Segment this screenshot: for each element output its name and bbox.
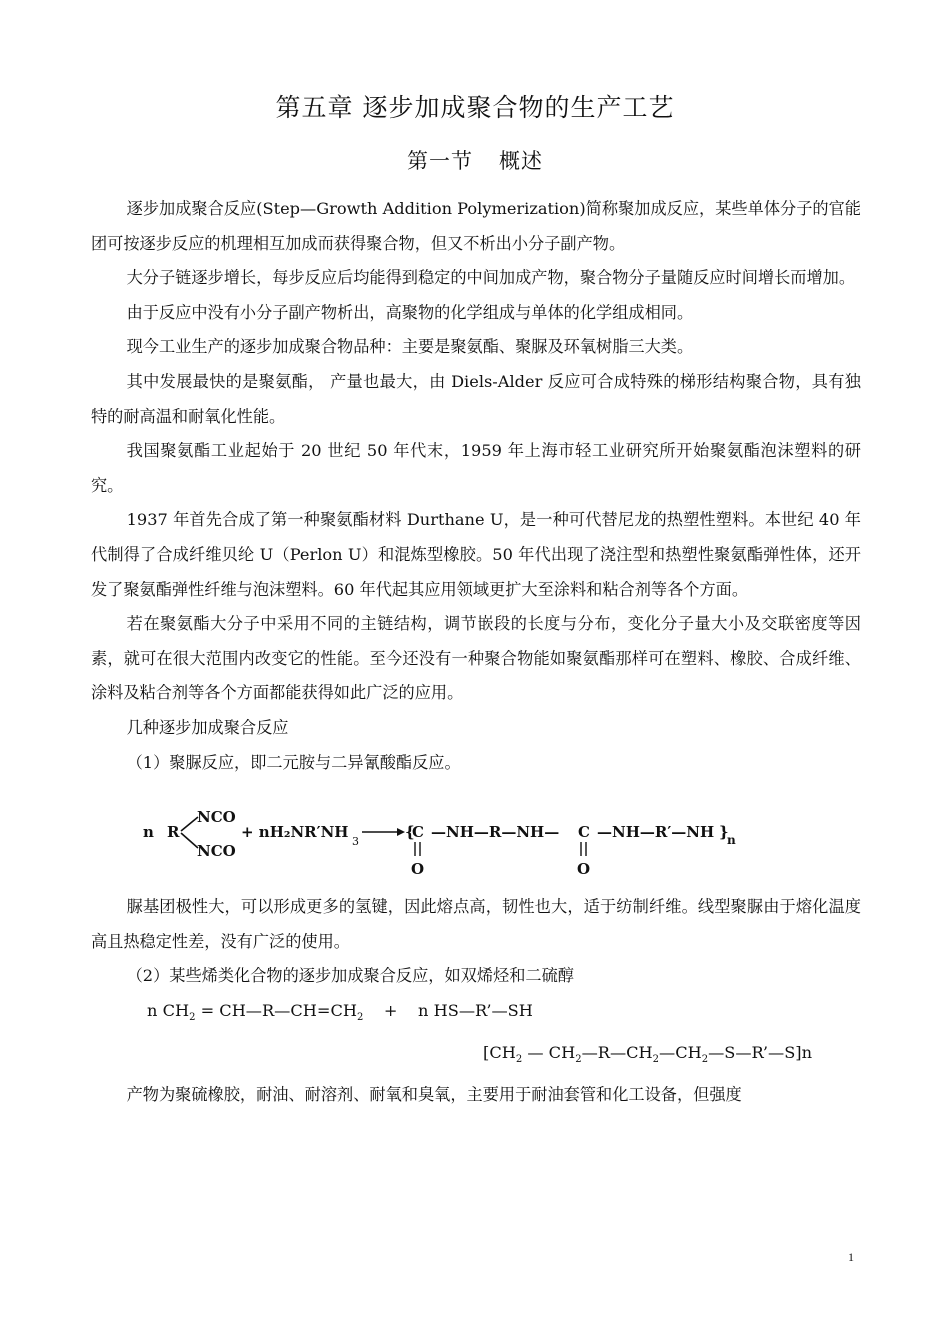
paragraph: 我国聚氨酯工业起始于 20 世纪 50 年代末，1959 年上海市轻工业研究所开始聚氨酯泡沫塑料的研究。 [91, 441, 861, 495]
body-text [91, 192, 861, 1112]
eq-coefficient-n: n [143, 823, 154, 842]
paragraph: 若在聚氨酯大分子中采用不同的主链结构，调节嵌段的长度与分布，变化分子量大小及交联密度等因素，就可在很大范围内改变它的性能。至今还没有一种聚合物能如聚氨酯那样可在塑料、橡胶、合成纤维、涂料及粘合剂等各个方面都能获得如此广泛的应用。 [91, 614, 861, 703]
paragraph: 逐步加成聚合反应(Step—Growth Addition Polymerization)简称聚加成反应，某些单体分子的官能团可按逐步反应的机理相互加成而获得聚合物，但又不析出小分子副产物。 [91, 199, 861, 253]
chapter-title: 第五章 逐步加成聚合物的生产工艺 [275, 93, 675, 122]
thiol-ene-reactants: n $CH_2$ = $CH—R—CH=CH_2$ + n HS—R’—SH [147, 1000, 533, 1024]
section-heading [0, 145, 950, 175]
eq-carbonyl-c1: C [412, 823, 424, 842]
eq-oxygen-1: O [411, 860, 425, 879]
polyurea-reaction-equation [91, 790, 861, 878]
eq-nco-top: NCO [197, 808, 236, 827]
eq-segment-1: —NH—R—NH— [431, 823, 560, 842]
reaction-label: （1）聚脲反应，即二元胺与二异氰酸酯反应。 [126, 752, 461, 772]
section-number: 第一节 [407, 149, 473, 173]
paragraph: 产物为聚硫橡胶，耐油、耐溶剂、耐氧和臭氧，主要用于耐油套管和化工设备，但强度 [126, 1084, 742, 1104]
reaction-diagram [141, 790, 821, 878]
eq-bracket-open: { [405, 823, 415, 842]
thiol-ene-product: [$CH_2$ — $CH_2—R—CH_2—CH_2—S—R’—S]n$ [483, 1042, 813, 1065]
page-number: 1 [848, 1250, 854, 1264]
eq-oxygen-2: O [577, 860, 591, 879]
subheading: 几种逐步加成聚合反应 [126, 717, 289, 737]
paragraph: 由于反应中没有小分子副产物析出，高聚物的化学组成与单体的化学组成相同。 [126, 302, 694, 322]
section-name: 概述 [499, 149, 543, 173]
eq-bracket-close: } [719, 823, 729, 842]
eq-nco-bottom: NCO [197, 842, 236, 861]
eq-repeat-n: n [727, 833, 736, 848]
eq-carbonyl-c2: C [578, 823, 590, 842]
eq-r-group: R [167, 823, 180, 842]
paragraph: 1937 年首先合成了第一种聚氨酯材料 Durthane U，是一种可代替尼龙的热塑性塑料。本世纪 40 年代制得了合成纤维贝纶 U（Perlon U）和混炼型橡胶。50 年代出现了浇注型和热塑性聚氨酯弹性体，还开发了聚氨酯弹性纤维与泡沫塑料。60 年代起其应用领域更扩大至涂料和粘合剂等各个方面。 [91, 510, 861, 599]
paragraph: 现今工业生产的逐步加成聚合物品种：主要是聚氨酯、聚脲及环氧树脂三大类。 [126, 337, 694, 357]
paragraph: 脲基团极性大，可以形成更多的氢键，因此熔点高，韧性也大，适于纺制纤维。线型聚脲由于熔化温度高且热稳定性差，没有广泛的使用。 [91, 897, 861, 951]
paragraph: 大分子链逐步增长，每步反应后均能得到稳定的中间加成产物，聚合物分子量随反应时间增长而增加。 [126, 268, 856, 288]
eq-segment-2: —NH—R′—NH [597, 823, 715, 842]
eq-diamine: + nH₂NR′NH [241, 823, 349, 842]
paragraph: 其中发展最快的是聚氨酯， 产量也最大，由 Diels-Alder 反应可合成特殊的梯形结构聚合物，具有独特的耐高温和耐氧化性能。 [91, 371, 861, 426]
eq-diamine-subscript: 3 [352, 835, 359, 849]
reaction-label: （2）某些烯类化合物的逐步加成聚合反应，如双烯烃和二硫醇 [126, 966, 574, 986]
